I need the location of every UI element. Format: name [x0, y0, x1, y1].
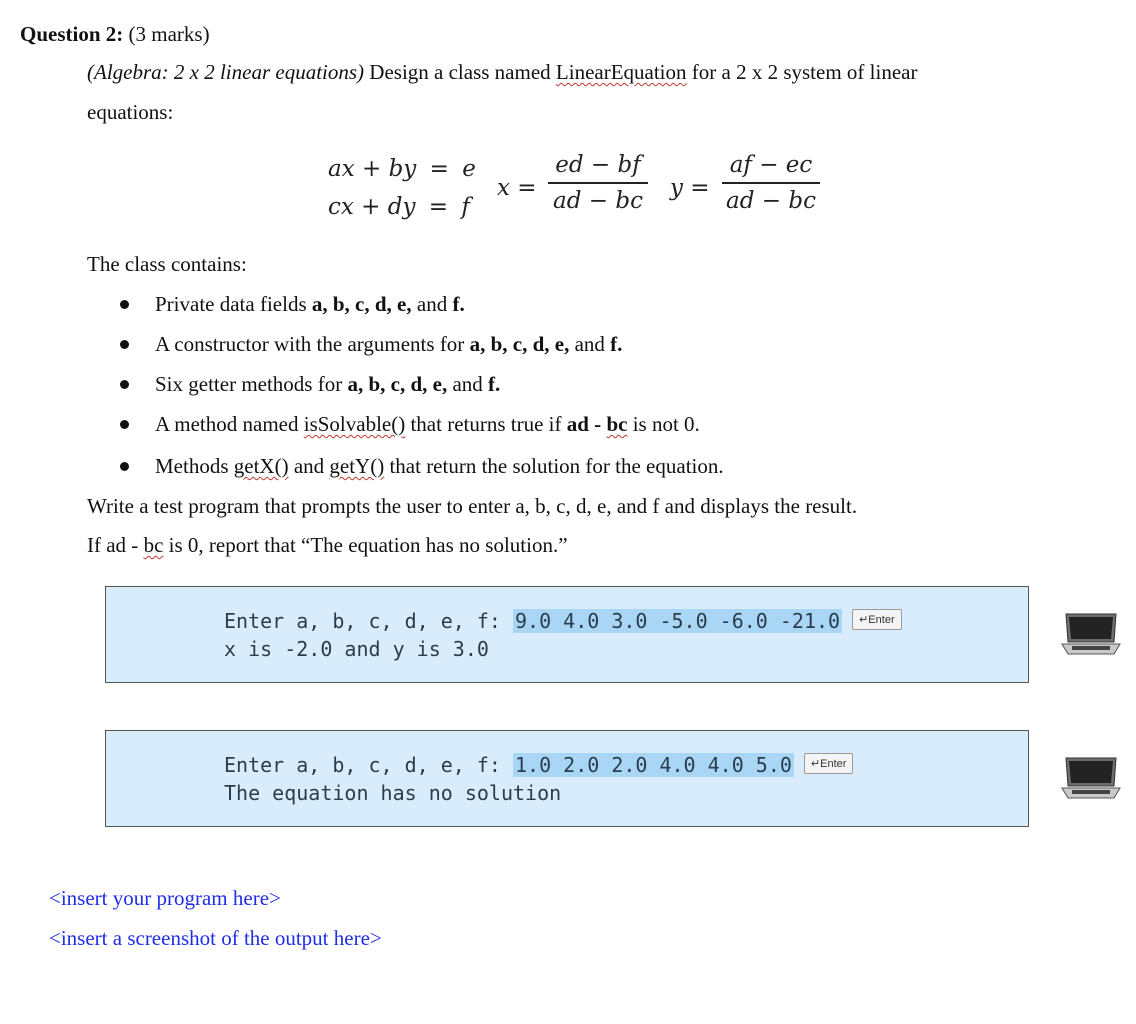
y-numerator: af − ec: [729, 152, 813, 178]
insert-program-placeholder[interactable]: <insert your program here>: [49, 886, 281, 910]
bullet-item: Six getter methods for a, b, c, d, e, and f.: [120, 372, 500, 397]
method-gety: getY(): [329, 454, 385, 478]
equation-2: cx + dy = f: [328, 194, 470, 220]
console-prompt-line: Enter a, b, c, d, e, f: 9.0 4.0 3.0 -5.0 -6.0 -21.0 ↵Enter: [224, 609, 902, 633]
sample-run-2: [105, 730, 1029, 827]
equation-1: ax + by = e: [328, 156, 476, 182]
intro-text-before: Design a class named: [369, 60, 551, 84]
insert-screenshot-placeholder[interactable]: <insert a screenshot of the output here>: [49, 926, 382, 950]
laptop-icon: [1060, 612, 1122, 656]
bullet-item: Private data fields a, b, c, d, e, and f.: [120, 292, 465, 317]
console-output-line: x is -2.0 and y is 3.0: [224, 637, 489, 661]
enter-key-icon: ↵Enter: [852, 609, 902, 630]
x-label: x =: [497, 175, 537, 201]
x-denominator: ad − bc: [553, 187, 643, 214]
laptop-icon: [1060, 756, 1122, 800]
x-fraction-bar: [548, 182, 648, 184]
intro-text-after: for a 2 x 2 system of linear: [691, 60, 918, 84]
bullet-dot: [120, 462, 129, 471]
class-name: LinearEquation: [555, 60, 687, 84]
sample-run-1: [105, 586, 1029, 683]
bullet-dot: [120, 380, 129, 389]
bullet-item: A constructor with the arguments for a, b, c, d, e, and f.: [120, 332, 622, 357]
intro-topic: (Algebra: 2 x 2 linear equations): [87, 60, 365, 84]
bullet-item: A method named isSolvable() that returns true if ad - bc is not 0.: [120, 412, 700, 437]
intro-line: [87, 60, 917, 85]
question-marks: (3 marks): [128, 22, 210, 46]
y-fraction: [722, 152, 820, 214]
console-output-line: The equation has no solution: [224, 781, 562, 805]
console-prompt-line: Enter a, b, c, d, e, f: 1.0 2.0 2.0 4.0 4.0 5.0 ↵Enter: [224, 753, 853, 777]
y-fraction-bar: [722, 182, 820, 184]
enter-key-icon: ↵Enter: [804, 753, 854, 774]
test-program-instruction: Write a test program that prompts the user to enter a, b, c, d, e, and f and displays the result.: [87, 494, 858, 518]
method-getx: getX(): [233, 454, 289, 478]
bullet-dot: [120, 340, 129, 349]
intro-line-2: equations:: [87, 100, 174, 124]
no-solution-instruction: If ad - bc is 0, report that “The equation has no solution.”: [87, 533, 568, 557]
bullet-dot: [120, 300, 129, 309]
x-numerator: ed − bf: [555, 152, 641, 178]
console-input: 1.0 2.0 2.0 4.0 4.0 5.0: [514, 753, 792, 777]
contains-heading: The class contains:: [87, 252, 247, 276]
bullet-dot: [120, 420, 129, 429]
question-label: Question 2:: [20, 22, 124, 46]
y-denominator: ad − bc: [726, 187, 816, 214]
console-input: 9.0 4.0 3.0 -5.0 -6.0 -21.0: [514, 609, 841, 633]
method-issolvable: isSolvable(): [303, 412, 406, 436]
question-title: [20, 22, 210, 47]
x-fraction: [548, 152, 648, 214]
bullet-item: Methods getX() and getY() that return the solution for the equation.: [120, 454, 724, 479]
y-label: y =: [670, 175, 710, 201]
